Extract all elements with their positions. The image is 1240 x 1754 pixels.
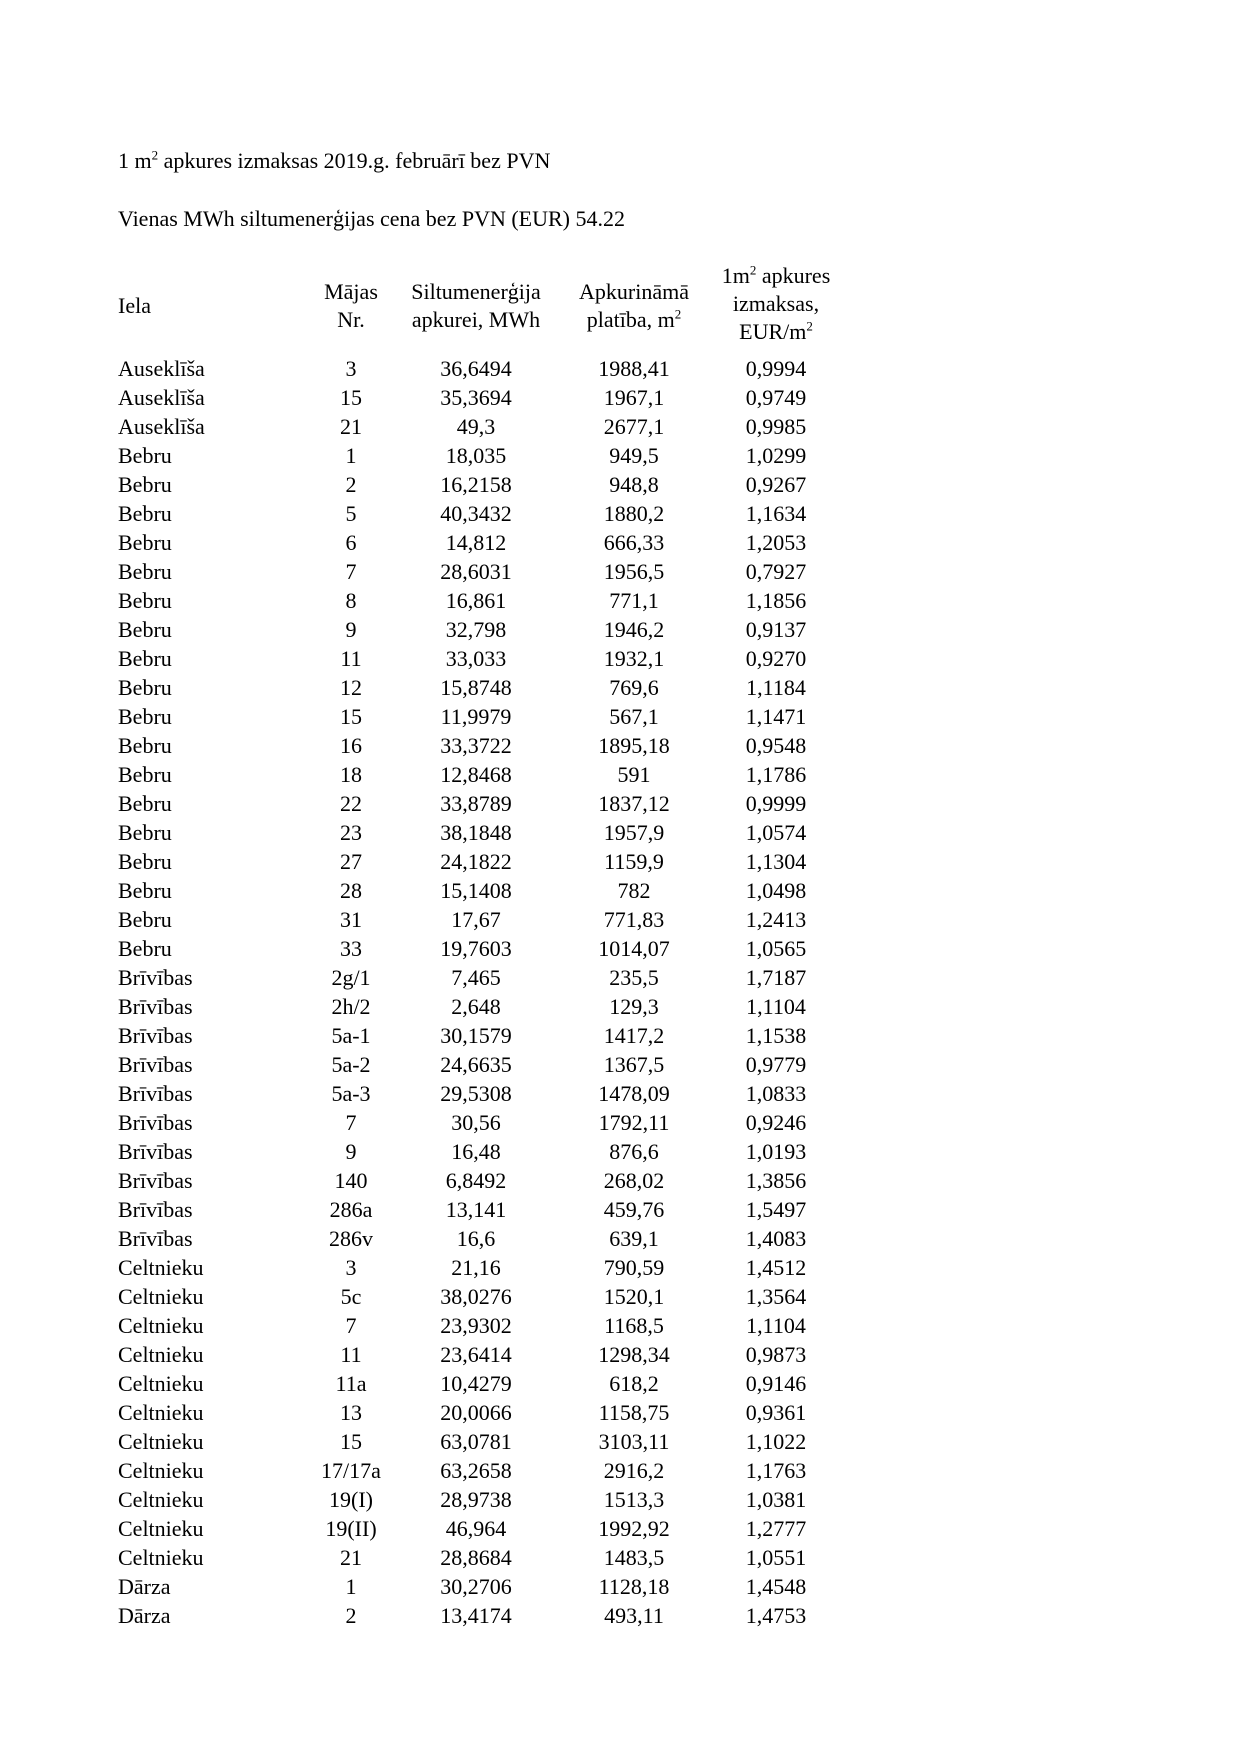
cell-heat-energy: 10,4279 [440, 1371, 512, 1396]
cell-cost-per-m2: 1,1471 [745, 704, 807, 729]
cell-heat-energy: 23,6414 [440, 1342, 512, 1367]
cell-heated-area: 1367,5 [603, 1052, 665, 1077]
cell-street: Celtnieku [118, 1545, 204, 1570]
cell-heated-area: 493,11 [604, 1603, 664, 1628]
cell-street: Bebru [118, 588, 172, 613]
cell-street: Brīvības [118, 1081, 193, 1106]
cell-cost-per-m2: 0,9779 [745, 1052, 807, 1077]
cell-street: Brīvības [118, 1023, 193, 1048]
cell-heat-energy: 20,0066 [440, 1400, 512, 1425]
cell-house-number: 5a-2 [331, 1052, 371, 1077]
cell-street: Brīvības [118, 1139, 193, 1164]
cell-heated-area: 459,76 [603, 1197, 665, 1222]
cell-heat-energy: 24,1822 [440, 849, 512, 874]
table-row [118, 760, 838, 789]
cell-house-number: 23 [340, 820, 362, 845]
cell-heated-area: 1988,41 [598, 356, 670, 381]
cell-street: Celtnieku [118, 1400, 204, 1425]
cell-street: Auseklīša [118, 385, 205, 410]
cell-street: Brīvības [118, 1197, 193, 1222]
cell-house-number: 28 [340, 878, 362, 903]
table-row [118, 412, 838, 441]
cell-cost-per-m2: 1,1634 [745, 501, 807, 526]
cell-heat-energy: 63,0781 [440, 1429, 512, 1454]
cell-heat-energy: 32,798 [445, 617, 507, 642]
table-row [118, 1282, 838, 1311]
table-row [118, 818, 838, 847]
cell-heated-area: 1513,3 [603, 1487, 665, 1512]
cell-house-number: 21 [340, 414, 362, 439]
cell-heated-area: 666,33 [603, 530, 665, 555]
cell-cost-per-m2: 0,9985 [745, 414, 807, 439]
header-heat-energy: Siltumenerģija apkurei, MWh [411, 279, 541, 332]
cell-heated-area: 1298,34 [598, 1342, 670, 1367]
cell-cost-per-m2: 1,4512 [745, 1255, 807, 1280]
cell-heat-energy: 28,6031 [440, 559, 512, 584]
table-row [118, 1253, 838, 1282]
cell-street: Bebru [118, 791, 172, 816]
cell-house-number: 15 [340, 385, 362, 410]
cell-heat-energy: 23,9302 [440, 1313, 512, 1338]
cell-house-number: 8 [345, 588, 357, 613]
cell-heat-energy: 17,67 [451, 907, 501, 932]
cell-street: Bebru [118, 646, 172, 671]
cell-cost-per-m2: 1,3856 [745, 1168, 807, 1193]
cell-heated-area: 129,3 [609, 994, 659, 1019]
price-line: Vienas MWh siltumenerģijas cena bez PVN (EUR) 54.22 [118, 206, 625, 231]
cell-heated-area: 567,1 [609, 704, 659, 729]
cell-heat-energy: 16,861 [445, 588, 507, 613]
cell-cost-per-m2: 1,3564 [745, 1284, 807, 1309]
table-row [118, 1079, 838, 1108]
cell-street: Bebru [118, 878, 172, 903]
cell-heated-area: 948,8 [609, 472, 659, 497]
cell-street: Brīvības [118, 1052, 193, 1077]
cell-cost-per-m2: 1,0299 [745, 443, 807, 468]
cell-cost-per-m2: 1,0565 [745, 936, 807, 961]
table-row [118, 673, 838, 702]
heating-cost-table [118, 260, 838, 1630]
cell-heat-energy: 15,1408 [440, 878, 512, 903]
cell-heated-area: 1932,1 [603, 646, 665, 671]
cell-heated-area: 1128,18 [598, 1574, 670, 1599]
cell-cost-per-m2: 1,1304 [745, 849, 807, 874]
cell-street: Celtnieku [118, 1516, 204, 1541]
table-row [118, 847, 838, 876]
table-row [118, 1485, 838, 1514]
cell-heat-energy: 12,8468 [440, 762, 512, 787]
cell-cost-per-m2: 1,2413 [745, 907, 807, 932]
cell-house-number: 5 [345, 501, 357, 526]
cell-cost-per-m2: 0,9361 [745, 1400, 807, 1425]
cell-street: Celtnieku [118, 1255, 204, 1280]
cell-heated-area: 3103,11 [598, 1429, 670, 1454]
cell-house-number: 7 [345, 559, 357, 584]
cell-heat-energy: 38,1848 [440, 820, 512, 845]
cell-house-number: 11a [335, 1371, 367, 1396]
cell-house-number: 5a-3 [331, 1081, 371, 1106]
cell-heated-area: 1168,5 [604, 1313, 664, 1338]
cell-cost-per-m2: 1,4083 [745, 1226, 807, 1251]
cell-street: Auseklīša [118, 414, 205, 439]
cell-street: Brīvības [118, 1226, 193, 1251]
title-superscript: 2 [151, 147, 159, 163]
cell-cost-per-m2: 1,0193 [745, 1139, 807, 1164]
header-heated-area: Apkurināmā platība, $m^2$ [579, 279, 689, 332]
cell-house-number: 13 [340, 1400, 362, 1425]
table-row [118, 354, 838, 383]
cell-heated-area: 1992,92 [598, 1516, 670, 1541]
cell-cost-per-m2: 1,1022 [745, 1429, 807, 1454]
cell-heat-energy: 28,8684 [440, 1545, 512, 1570]
cell-heat-energy: 14,812 [445, 530, 507, 555]
cell-heat-energy: 33,3722 [440, 733, 512, 758]
cell-cost-per-m2: 0,9994 [745, 356, 807, 381]
cell-heat-energy: 33,033 [445, 646, 507, 671]
cell-cost-per-m2: 1,0574 [745, 820, 807, 845]
cell-street: Celtnieku [118, 1458, 204, 1483]
cell-heated-area: 268,02 [603, 1168, 665, 1193]
cell-heated-area: 1792,11 [598, 1110, 670, 1135]
cell-street: Bebru [118, 820, 172, 845]
table-row [118, 1601, 838, 1630]
cell-cost-per-m2: 1,1104 [746, 1313, 806, 1338]
table-row [118, 470, 838, 499]
cell-street: Celtnieku [118, 1487, 204, 1512]
cell-house-number: 33 [340, 936, 362, 961]
cell-street: Celtnieku [118, 1342, 204, 1367]
cell-heat-energy: 16,6 [456, 1226, 496, 1251]
cell-heat-energy: 18,035 [445, 443, 507, 468]
cell-house-number: 15 [340, 704, 362, 729]
cell-cost-per-m2: 1,1184 [746, 675, 806, 700]
cell-heat-energy: 11,9979 [440, 704, 512, 729]
table-row [118, 1224, 838, 1253]
cell-cost-per-m2: 0,9270 [745, 646, 807, 671]
cell-heated-area: 1895,18 [598, 733, 670, 758]
table-row [118, 1195, 838, 1224]
document-title [118, 148, 550, 174]
cell-house-number: 7 [345, 1110, 357, 1135]
table-row [118, 1514, 838, 1543]
cell-street: Bebru [118, 704, 172, 729]
table-row [118, 1543, 838, 1572]
table-row [118, 644, 838, 673]
cell-house-number: 3 [345, 1255, 357, 1280]
cell-cost-per-m2: 0,7927 [745, 559, 807, 584]
cell-street: Bebru [118, 472, 172, 497]
cell-heated-area: 1957,9 [603, 820, 665, 845]
cell-heat-energy: 40,3432 [440, 501, 512, 526]
cell-heated-area: 1158,75 [598, 1400, 670, 1425]
cell-heated-area: 876,6 [609, 1139, 659, 1164]
cell-cost-per-m2: 0,9548 [745, 733, 807, 758]
cell-street: Bebru [118, 617, 172, 642]
table-row [118, 1166, 838, 1195]
cell-heat-energy: 16,2158 [440, 472, 512, 497]
cell-house-number: 5c [340, 1284, 362, 1309]
cell-heated-area: 618,2 [609, 1371, 659, 1396]
cell-street: Bebru [118, 907, 172, 932]
cell-house-number: 12 [340, 675, 362, 700]
header-street: Iela [118, 293, 151, 318]
cell-house-number: 11 [340, 1342, 362, 1367]
cell-house-number: 6 [345, 530, 357, 555]
cell-street: Bebru [118, 530, 172, 555]
cell-heat-energy: 35,3694 [440, 385, 512, 410]
cell-cost-per-m2: 0,9146 [745, 1371, 807, 1396]
cell-heated-area: 639,1 [609, 1226, 659, 1251]
cell-street: Brīvības [118, 994, 193, 1019]
cell-house-number: 27 [340, 849, 362, 874]
cell-house-number: 21 [340, 1545, 362, 1570]
table-row [118, 963, 838, 992]
cell-street: Bebru [118, 675, 172, 700]
cell-house-number: 140 [334, 1168, 368, 1193]
cell-house-number: 19(II) [325, 1516, 377, 1541]
cell-heated-area: 790,59 [603, 1255, 665, 1280]
table-row [118, 1398, 838, 1427]
table-row [118, 934, 838, 963]
cell-street: Bebru [118, 559, 172, 584]
cell-house-number: 11 [340, 646, 362, 671]
cell-heated-area: 1478,09 [598, 1081, 670, 1106]
table-row [118, 557, 838, 586]
cell-heat-energy: 19,7603 [440, 936, 512, 961]
cell-house-number: 22 [340, 791, 362, 816]
cell-heat-energy: 15,8748 [440, 675, 512, 700]
cell-cost-per-m2: 1,4548 [745, 1574, 807, 1599]
cell-house-number: 286v [329, 1226, 373, 1251]
cell-heated-area: 1880,2 [603, 501, 665, 526]
table-row [118, 1340, 838, 1369]
cell-cost-per-m2: 1,1856 [745, 588, 807, 613]
table-row [118, 905, 838, 934]
cell-cost-per-m2: 0,9749 [745, 385, 807, 410]
table-row [118, 1369, 838, 1398]
cell-cost-per-m2: 1,0551 [745, 1545, 807, 1570]
table-row [118, 586, 838, 615]
cell-street: Bebru [118, 936, 172, 961]
cell-heated-area: 591 [617, 762, 651, 787]
cell-cost-per-m2: 1,2053 [745, 530, 807, 555]
cell-cost-per-m2: 0,9873 [745, 1342, 807, 1367]
cell-street: Dārza [118, 1603, 171, 1628]
table-body [118, 354, 838, 1630]
cell-house-number: 7 [345, 1313, 357, 1338]
cell-heated-area: 1837,12 [598, 791, 670, 816]
cell-house-number: 18 [340, 762, 362, 787]
table-row [118, 1021, 838, 1050]
table-row [118, 528, 838, 557]
cell-cost-per-m2: 1,0833 [745, 1081, 807, 1106]
table-row [118, 1456, 838, 1485]
cell-street: Brīvības [118, 965, 193, 990]
cell-heated-area: 771,83 [603, 907, 665, 932]
cell-heat-energy: 63,2658 [440, 1458, 512, 1483]
cell-heated-area: 1483,5 [603, 1545, 665, 1570]
cell-street: Bebru [118, 443, 172, 468]
cell-heat-energy: 36,6494 [440, 356, 512, 381]
table-header [118, 260, 838, 354]
cell-heat-energy: 2,648 [451, 994, 501, 1019]
cell-heat-energy: 30,56 [451, 1110, 501, 1135]
cell-house-number: 1 [345, 443, 357, 468]
title-prefix: 1 m [118, 148, 152, 173]
cell-street: Brīvības [118, 1168, 193, 1193]
table-row [118, 702, 838, 731]
cell-house-number: 2 [345, 1603, 357, 1628]
table-row [118, 499, 838, 528]
cell-heat-energy: 30,2706 [440, 1574, 512, 1599]
cell-street: Brīvības [118, 1110, 193, 1135]
cell-cost-per-m2: 1,1786 [745, 762, 807, 787]
cell-street: Celtnieku [118, 1284, 204, 1309]
cell-house-number: 1 [345, 1574, 357, 1599]
cell-heat-energy: 28,9738 [440, 1487, 512, 1512]
cell-street: Bebru [118, 501, 172, 526]
cell-cost-per-m2: 0,9999 [745, 791, 807, 816]
cell-heat-energy: 16,48 [451, 1139, 501, 1164]
cell-house-number: 3 [345, 356, 357, 381]
cell-street: Bebru [118, 762, 172, 787]
table-row [118, 615, 838, 644]
table-row [118, 1108, 838, 1137]
cell-house-number: 19(I) [329, 1487, 373, 1512]
cell-cost-per-m2: 1,2777 [745, 1516, 807, 1541]
cell-cost-per-m2: 1,1538 [745, 1023, 807, 1048]
cell-cost-per-m2: 1,7187 [745, 965, 807, 990]
cell-heat-energy: 46,964 [445, 1516, 507, 1541]
cell-heat-energy: 33,8789 [440, 791, 512, 816]
cell-heated-area: 1159,9 [604, 849, 664, 874]
cell-cost-per-m2: 1,0381 [745, 1487, 807, 1512]
cell-heated-area: 1967,1 [603, 385, 665, 410]
table-row [118, 992, 838, 1021]
cell-street: Bebru [118, 849, 172, 874]
cell-cost-per-m2: 0,9137 [745, 617, 807, 642]
cell-house-number: 31 [340, 907, 362, 932]
cell-house-number: 17/17a [321, 1458, 381, 1483]
cell-house-number: 15 [340, 1429, 362, 1454]
cell-cost-per-m2: 1,4753 [745, 1603, 807, 1628]
cell-street: Bebru [118, 733, 172, 758]
cell-house-number: 2h/2 [331, 994, 371, 1019]
table-row [118, 876, 838, 905]
cell-street: Auseklīša [118, 356, 205, 381]
title-suffix: apkures izmaksas 2019.g. februārī bez PVN [158, 148, 551, 173]
cell-street: Dārza [118, 1574, 171, 1599]
table-row [118, 731, 838, 760]
cell-heated-area: 235,5 [609, 965, 659, 990]
cell-heat-energy: 6,8492 [445, 1168, 507, 1193]
cell-heated-area: 1520,1 [603, 1284, 665, 1309]
cell-heat-energy: 13,4174 [440, 1603, 512, 1628]
cell-house-number: 2 [345, 472, 357, 497]
cell-street: Celtnieku [118, 1313, 204, 1338]
table-row [118, 1427, 838, 1456]
cell-house-number: 16 [340, 733, 362, 758]
table-row [118, 383, 838, 412]
cell-heated-area: 771,1 [609, 588, 659, 613]
cell-house-number: 2g/1 [331, 965, 371, 990]
cell-heat-energy: 38,0276 [440, 1284, 512, 1309]
cell-cost-per-m2: 1,1104 [746, 994, 806, 1019]
cell-heated-area: 2677,1 [603, 414, 665, 439]
cell-house-number: 9 [345, 1139, 357, 1164]
cell-heat-energy: 21,16 [451, 1255, 501, 1280]
cell-cost-per-m2: 1,0498 [745, 878, 807, 903]
cell-heat-energy: 29,5308 [440, 1081, 512, 1106]
table-row [118, 789, 838, 818]
cell-heat-energy: 30,1579 [440, 1023, 512, 1048]
cell-heat-energy: 24,6635 [440, 1052, 512, 1077]
cell-heated-area: 1014,07 [598, 936, 670, 961]
header-house-number: Mājas Nr. [324, 279, 378, 332]
cell-house-number: 9 [345, 617, 357, 642]
cell-cost-per-m2: 0,9246 [745, 1110, 807, 1135]
cell-heated-area: 2916,2 [603, 1458, 665, 1483]
cell-heat-energy: 49,3 [456, 414, 496, 439]
cell-street: Celtnieku [118, 1429, 204, 1454]
table-row [118, 1311, 838, 1340]
cell-street: Celtnieku [118, 1371, 204, 1396]
table-row [118, 1572, 838, 1601]
cell-cost-per-m2: 1,5497 [745, 1197, 807, 1222]
cell-cost-per-m2: 0,9267 [745, 472, 807, 497]
cell-heated-area: 1956,5 [603, 559, 665, 584]
cell-heated-area: 782 [617, 878, 651, 903]
cell-heat-energy: 7,465 [451, 965, 501, 990]
cell-cost-per-m2: 1,1763 [745, 1458, 807, 1483]
cell-heated-area: 949,5 [609, 443, 659, 468]
cell-heated-area: 769,6 [609, 675, 659, 700]
cell-heat-energy: 13,141 [445, 1197, 507, 1222]
table-row [118, 1137, 838, 1166]
table-row [118, 441, 838, 470]
cell-house-number: 286a [329, 1197, 373, 1222]
header-cost-per-m2: $1m^2$ apkures izmaksas, EUR/$m^2$ [721, 262, 831, 344]
cell-heated-area: 1946,2 [603, 617, 665, 642]
table-row [118, 1050, 838, 1079]
cell-heated-area: 1417,2 [603, 1023, 665, 1048]
cell-house-number: 5a-1 [331, 1023, 371, 1048]
